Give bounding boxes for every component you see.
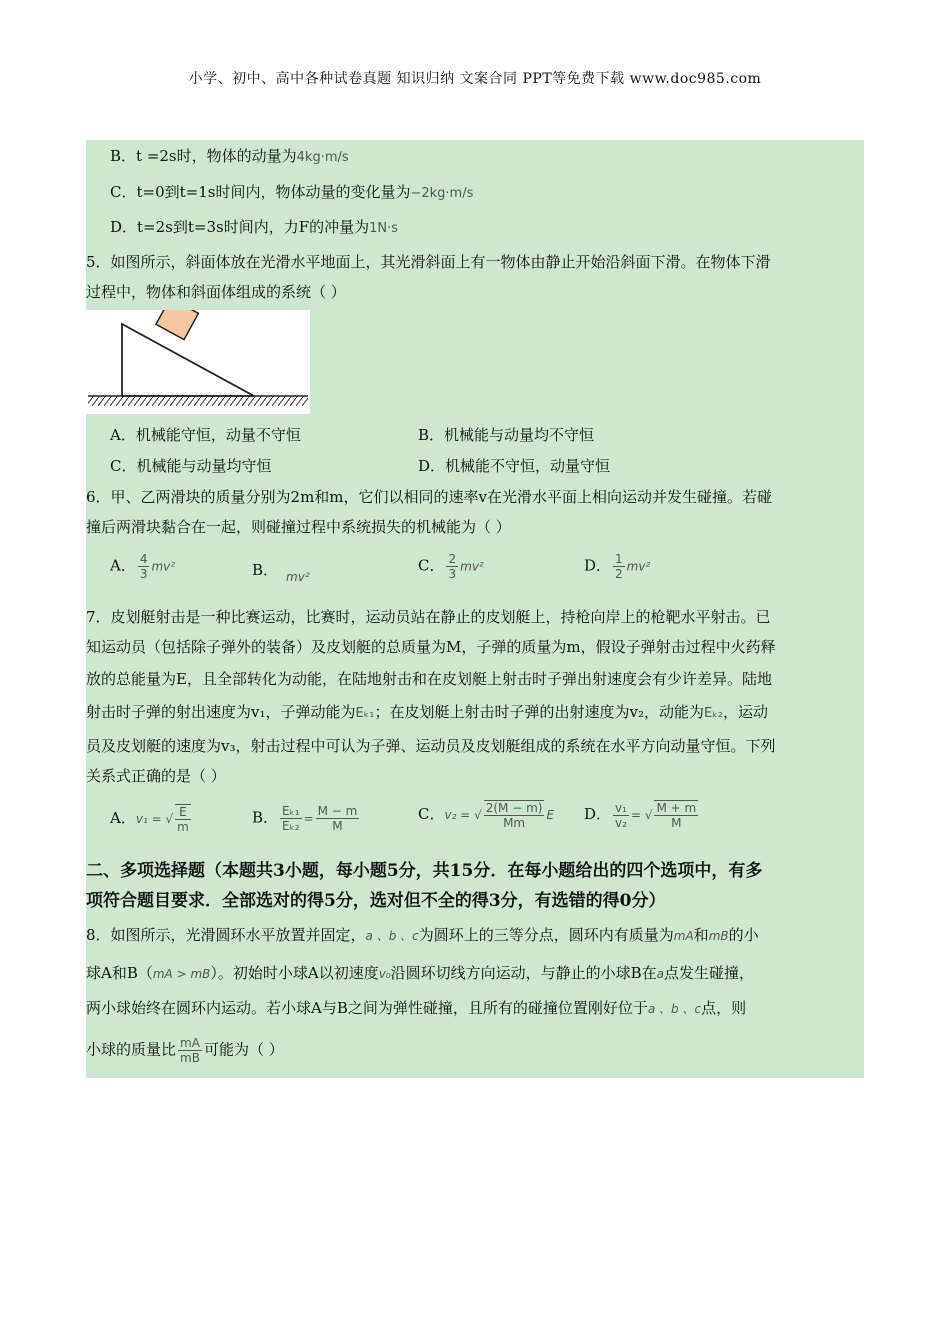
- incline-figure: [86, 310, 310, 414]
- q6-option-c: C． $\frac{2}{3}$ mv²: [418, 552, 484, 581]
- q4-option-d: D．t=2s到t=3s时间内，力F的冲量为1N·s: [110, 218, 399, 236]
- q7-option-c: C．v₂ = √ $\frac{2(M - m)}{Mm}$ E: [418, 801, 555, 830]
- q5-option-c: C．机械能与动量均守恒: [110, 457, 272, 475]
- q7-stem-line5: 员及皮划艇的速度为v₃，射击过程中可认为子弹、运动员及皮划艇组成的系统在水平方向动量守恒。下列: [86, 737, 776, 755]
- incline-triangle: [122, 324, 254, 396]
- q5-stem-line1: 5．如图所示，斜面体放在光滑水平地面上，其光滑斜面上有一物体由静止开始沿斜面下滑。在物体下滑: [86, 253, 771, 271]
- page-header: 小学、初中、高中各种试卷真题 知识归纳 文案合同 PPT等免费下载 www.doc985.com: [188, 71, 762, 87]
- q6-stem-line2: 撞后两滑块黏合在一起，则碰撞过程中系统损失的机械能为（ ）: [86, 518, 511, 536]
- section2-heading-line1: 二、多项选择题（本题共3小题，每小题5分，共15分．在每小题给出的四个选项中，有多: [86, 861, 763, 881]
- section2-heading-line2: 项符合题目要求．全部选对的得5分，选对但不全的得3分，有选错的得0分）: [86, 891, 666, 911]
- ground-hatch: [88, 396, 308, 406]
- q7-stem-line6: 关系式正确的是（ ）: [86, 767, 226, 785]
- q6-stem-line1: 6．甲、乙两滑块的质量分别为2m和m，它们以相同的速率v在光滑水平面上相向运动并发生碰撞。若碰: [86, 488, 773, 506]
- q7-option-a: A．v₁ = √ $\frac{E}{m}$: [110, 805, 189, 834]
- q7-stem-line3: 放的总能量为E，且全部转化为动能，在陆地射击和在皮划艇上射击时子弹出射速度会有少许差异。陆地: [86, 670, 772, 688]
- q8-stem-line1: 8．如图所示，光滑圆环水平放置并固定，a 、b 、c为圆环上的三等分点，圆环内有质量为mA和mB的小: [86, 926, 759, 944]
- q5-option-b: B．机械能与动量均不守恒: [418, 426, 595, 444]
- q5-option-d: D．机械能不守恒，动量守恒: [418, 457, 611, 475]
- q5-stem-line2: 过程中，物体和斜面体组成的系统（ ）: [86, 283, 346, 301]
- q7-stem-line2: 知运动员（包括除子弹外的装备）及皮划艇的总质量为M，子弹的质量为m，假设子弹射击过程中火药释: [86, 638, 776, 656]
- q4-option-b: B．t =2s时，物体的动量为4kg·m/s: [110, 147, 349, 165]
- q6-option-a: A． $\frac{4}{3}$ mv²: [110, 552, 176, 581]
- q7-option-b: B． $\frac{\text{Eₖ₁}}{\text{Eₖ₂}}$ = $\frac{M - m}{M}$: [252, 804, 358, 833]
- q5-option-a: A．机械能守恒，动量不守恒: [110, 426, 301, 444]
- q7-option-d: D． $\frac{\text{v₁}}{\text{v₂}}$ = √ $\frac{M + m}{M}$: [584, 800, 697, 830]
- q8-stem-line3: 两小球始终在圆环内运动。若小球A与B之间为弹性碰撞，且所有的碰撞位置刚好位于a 、b 、c点，则: [86, 999, 747, 1017]
- sliding-block: [156, 310, 198, 340]
- q7-stem-line4: 射击时子弹的射出速度为v₁，子弹动能为Eₖ₁；在皮划艇上射击时子弹的出射速度为v₂，动能为Eₖ₂，运动: [86, 703, 768, 721]
- q8-stem-line2: 球A和B（mA > mB）。初始时小球A以初速度v₀沿圆环切线方向运动，与静止的小球B在a点发生碰撞，: [86, 964, 755, 982]
- q6-option-d: D． $\frac{1}{2}$ mv²: [584, 552, 651, 581]
- incline-diagram: [86, 310, 310, 414]
- q8-stem-line4: 小球的质量比 $\frac{mA}{mB}$ 可能为（ ）: [86, 1036, 284, 1065]
- q7-stem-line1: 7．皮划艇射击是一种比赛运动，比赛时，运动员站在静止的皮划艇上，持枪向岸上的枪靶水平射击。已: [86, 608, 771, 626]
- q6-option-b: B． $_{mv^2}$: [252, 561, 310, 584]
- q4-option-c: C．t=0到t=1s时间内，物体动量的变化量为−2kg·m/s: [110, 183, 474, 201]
